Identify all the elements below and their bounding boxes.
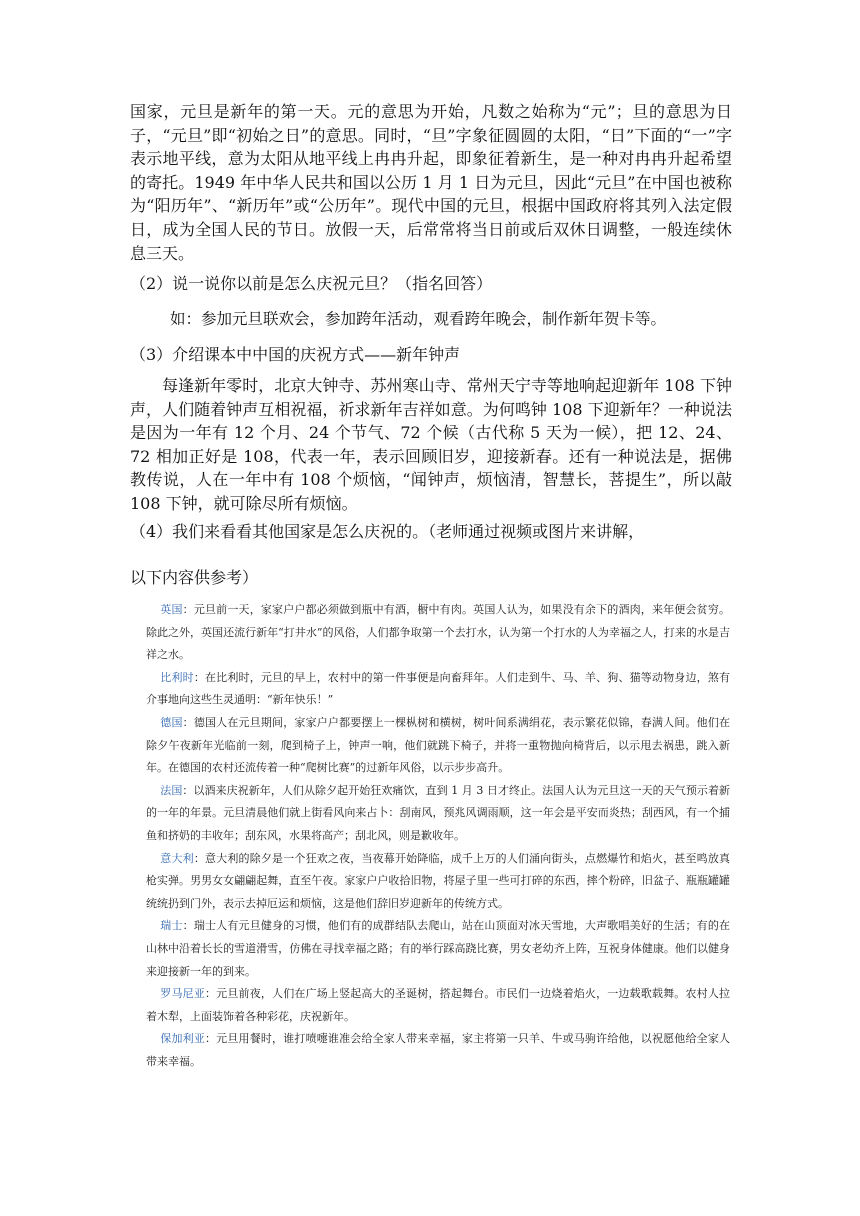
country-name: 英国 bbox=[160, 603, 183, 616]
country-item-italy bbox=[146, 848, 730, 916]
country-text: ：瑞士人有元旦健身的习惯，他们有的成群结队去爬山，站在山顶面对冰天雪地，大声歌唱美好的生活；有的在山林中沿着长长的雪道滑雪，仿佛在寻找幸福之路；有的举行踩高跷比赛，男女老幼齐上阵，互祝身体健康。他们以健身来迎接新一年的到来。 bbox=[146, 919, 731, 978]
country-item-france bbox=[146, 780, 730, 848]
bell-paragraph: 每逢新年零时，北京大钟寺、苏州寒山寺、常州天宁寺等地响起迎新年 108 下钟声，人们随着钟声互相祝福，祈求新年吉祥如意。为何鸣钟 108 下迎新年？一种说法是因为一年有 12 个月、24 个节气、72 个候（古代称 5 天为一候），把 12、24、72 相加正好是 108，代表一年，表示回顾旧岁，迎接新春。还有一种说法是，据佛教传说，人在一年中有 108 个烦恼，“闻钟声，烦恼清，智慧长，菩提生”，所以敲 108 下钟，就可除尽所有烦恼。 bbox=[130, 376, 732, 513]
country-name: 德国 bbox=[160, 715, 183, 729]
country-list bbox=[146, 599, 730, 1073]
country-text: ：元旦前夜，人们在广场上竖起高大的圣诞树，搭起舞台。市民们一边烧着焰火，一边载歌载舞。农村人拉着木犁，上面装饰着各种彩花，庆祝新年。 bbox=[146, 987, 731, 1023]
country-name: 比利时 bbox=[160, 670, 194, 684]
country-item-belgium bbox=[146, 667, 730, 712]
country-text: ：意大利的除夕是一个狂欢之夜，当夜幕开始降临，成千上万的人们涌向街头，点燃爆竹和焰火，甚至鸣放真枪实弹。男男女女翩翩起舞，直至午夜。家家户户收拾旧物，将屋子里一些可打碎的东西，摔个粉碎，旧盆子、瓶瓶罐罐统统扔到门外，表示去掉厄运和烦恼，这是他们辞旧岁迎新年的传统方式。 bbox=[146, 851, 731, 910]
question-2-example: 如：参加元旦联欢会，参加跨年活动，观看跨年晚会，制作新年贺卡等。 bbox=[170, 310, 667, 328]
country-text: ：以酒来庆祝新年，人们从除夕起开始狂欢痛饮，直到 1 月 3 日才终止。法国人认为元旦这一天的天气预示着新的一年的年景。元旦清晨他们就上街看风向来占卜：刮南风，预兆风调雨顺，这一年会是平安而炎热；刮西风，有一个捕鱼和挤奶的丰收年；刮东风，水果将高产；刮北风，则是歉收年。 bbox=[146, 783, 731, 842]
country-text: ：元旦用餐时，谁打喷嚏谁准会给全家人带来幸福，家主将第一只羊、牛或马驹许给他，以祝愿他给全家人带来幸福。 bbox=[146, 1032, 731, 1068]
country-item-switzerland bbox=[146, 915, 730, 983]
question-3: （3）介绍课本中中国的庆祝方式——新年钟声 bbox=[130, 345, 461, 364]
country-item-bulgaria bbox=[146, 1028, 730, 1073]
question-2: （2）说一说你以前是怎么庆祝元旦？（指名回答） bbox=[130, 274, 493, 293]
question-4-line-1: （4）我们来看看其他国家是怎么庆祝的。（老师通过视频或图片来讲解， bbox=[130, 522, 645, 541]
country-item-romania bbox=[146, 983, 730, 1028]
intro-paragraph: 国家，元旦是新年的第一天。元的意思为开始，凡数之始称为“元”；旦的意思为日子，“元旦”即“初始之日”的意思。同时，“旦”字象征圆圆的太阳，“日”下面的“一”字表示地平线，意为太阳从地平线上冉冉升起，即象征着新生，是一种对冉冉升起希望的寄托。1949 年中华人民共和国以公历 1 月 1 日为元旦，因此“元旦”在中国也被称为“阳历年”、“新历年”或“公历年”。现代中国的元旦，根据中国政府将其列入法定假日，成为全国人民的节日。放假一天，后常常将当日前或后双休日调整，一般连续休息三天。 bbox=[130, 102, 732, 263]
country-text: ：德国人在元旦期间，家家户户都要摆上一棵枞树和横树，树叶间系满绢花，表示繁花似锦，春满人间。他们在除夕午夜新年光临前一刻，爬到椅子上，钟声一响，他们就跳下椅子，并将一重物抛向椅背后，以示甩去祸患，跳入新年。在德国的农村还流传着一种“爬树比赛”的过新年风俗，以示步步高升。 bbox=[146, 715, 731, 775]
country-item-germany bbox=[146, 712, 730, 780]
country-name: 意大利 bbox=[160, 851, 194, 865]
country-text: ：元旦前一天，家家户户都必须做到瓶中有酒，橱中有肉。英国人认为，如果没有余下的酒肉，来年便会贫穷。除此之外，英国还流行新年“打井水”的风俗，人们都争取第一个去打水，认为第一个打水的人为幸福之人，打来的水是吉祥之水。 bbox=[146, 603, 731, 662]
country-item-uk bbox=[146, 599, 730, 667]
country-name: 保加利亚 bbox=[160, 1032, 205, 1046]
question-4-line-2: 以下内容供参考） bbox=[130, 568, 259, 587]
country-name: 法国 bbox=[160, 783, 183, 797]
country-name: 瑞士 bbox=[160, 919, 183, 933]
country-name: 罗马尼亚 bbox=[160, 987, 205, 1001]
country-text: ：在比利时，元旦的早上，农村中的第一件事便是向畜拜年。人们走到牛、马、羊、狗、猫等动物身边，煞有介事地向这些生灵通明：“新年快乐！” bbox=[146, 670, 731, 707]
